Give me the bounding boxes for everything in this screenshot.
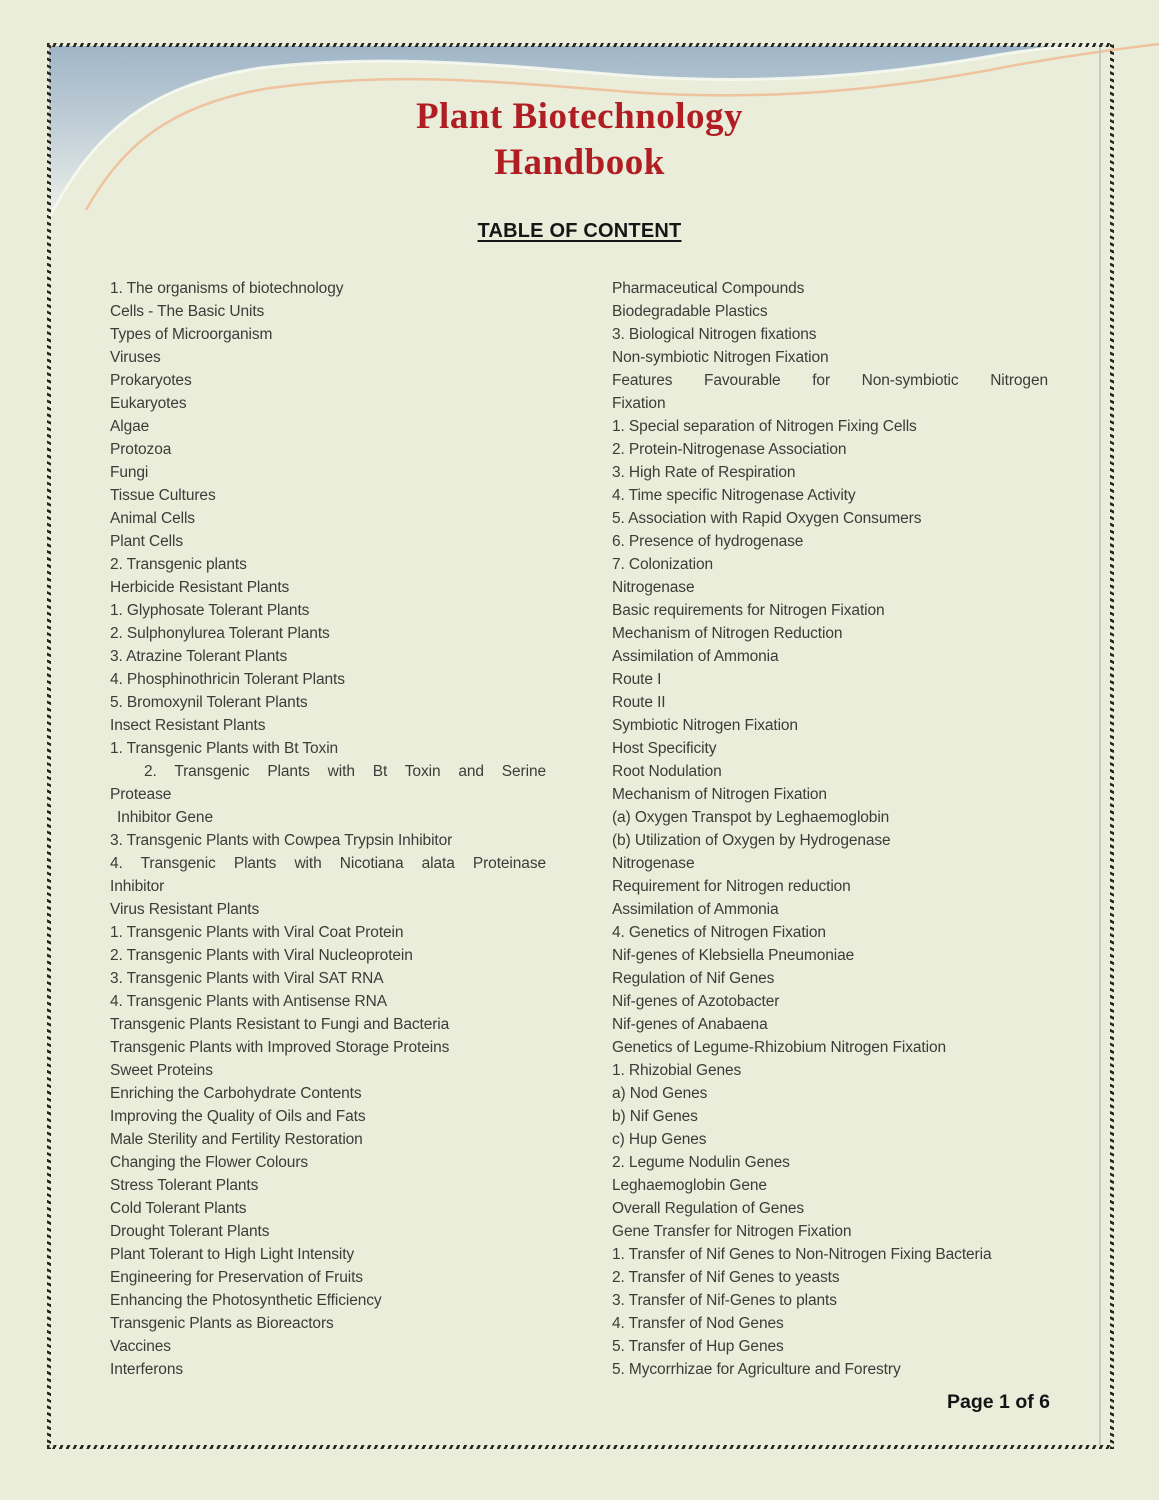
toc-entry: Nitrogenase (612, 855, 695, 872)
toc-entry: 2. Transfer of Nif Genes to yeasts (612, 1269, 840, 1286)
toc-entry: Nitrogenase (612, 579, 695, 596)
toc-entry: 3. Transfer of Nif-Genes to plants (612, 1292, 837, 1309)
toc-entry: Nif-genes of Anabaena (612, 1016, 768, 1033)
toc-entry: Transgenic Plants Resistant to Fungi and Bacteria (110, 1016, 450, 1033)
toc-column-left (110, 277, 546, 1381)
toc-entry: 1. Special separation of Nitrogen Fixing Cells (612, 418, 917, 435)
page-border-top (47, 43, 1114, 47)
toc-entry: Overall Regulation of Genes (612, 1200, 805, 1217)
toc-entry: Nif-genes of Azotobacter (612, 993, 780, 1010)
toc-entry: 1. Transfer of Nif Genes to Non-Nitrogen Fixing Bacteria (612, 1246, 992, 1263)
toc-entry: Plant Tolerant to High Light Intensity (110, 1246, 355, 1263)
toc-entry: Route II (612, 694, 666, 711)
toc-entry: 3. Transgenic Plants with Cowpea Trypsin Inhibitor (110, 832, 453, 849)
toc-entry: Features Favourable for Non-symbiotic Nitrogen (612, 372, 1048, 389)
page-border-right (1110, 43, 1114, 1449)
toc-entry: Leghaemoglobin Gene (612, 1177, 767, 1194)
toc-entry: 4. Transgenic Plants with Antisense RNA (110, 993, 387, 1010)
page-border-left (47, 43, 51, 1449)
toc-entry: Types of Microorganism (110, 326, 273, 343)
toc-entry: Biodegradable Plastics (612, 303, 768, 320)
toc-entry: 5. Transfer of Hup Genes (612, 1338, 784, 1355)
toc-entry: 3. High Rate of Respiration (612, 464, 796, 481)
toc-entry: (b) Utilization of Oxygen by Hydrogenase (612, 832, 891, 849)
toc-entry: Assimilation of Ammonia (612, 901, 779, 918)
toc-entry: Requirement for Nitrogen reduction (612, 878, 851, 895)
toc-entry: Protozoa (110, 441, 172, 458)
toc-entry: Assimilation of Ammonia (612, 648, 779, 665)
toc-entry: Tissue Cultures (110, 487, 216, 504)
toc-entry: b) Nif Genes (612, 1108, 698, 1125)
page-title-line2: Handbook (494, 142, 665, 183)
toc-entry: 5. Mycorrhizae for Agriculture and Forestry (612, 1361, 901, 1378)
toc-entry: Genetics of Legume-Rhizobium Nitrogen Fixation (612, 1039, 946, 1056)
toc-entry: Basic requirements for Nitrogen Fixation (612, 602, 885, 619)
toc-entry: 2. Transgenic Plants with Bt Toxin and Serine (144, 763, 546, 780)
toc-entry: Enhancing the Photosynthetic Efficiency (110, 1292, 382, 1309)
toc-entry: 2. Protein-Nitrogenase Association (612, 441, 847, 458)
toc-entry: 3. Biological Nitrogen fixations (612, 326, 817, 343)
toc-entry: Inhibitor (110, 878, 165, 895)
toc-heading: TABLE OF CONTENT (477, 220, 682, 242)
page-title (0, 94, 1159, 186)
toc-entry: Nif-genes of Klebsiella Pneumoniae (612, 947, 855, 964)
toc-entry: 7. Colonization (612, 556, 714, 573)
toc-entry: 5. Bromoxynil Tolerant Plants (110, 694, 308, 711)
toc-entry: a) Nod Genes (612, 1085, 708, 1102)
toc-entry: Host Specificity (612, 740, 717, 757)
toc-entry: Mechanism of Nitrogen Reduction (612, 625, 843, 642)
toc-entry: Engineering for Preservation of Fruits (110, 1269, 363, 1286)
toc-entry: 2. Sulphonylurea Tolerant Plants (110, 625, 330, 642)
toc-entry: 4. Time specific Nitrogenase Activity (612, 487, 856, 504)
toc-entry: Viruses (110, 349, 161, 366)
toc-entry: 1. Transgenic Plants with Bt Toxin (110, 740, 339, 757)
toc-entry: Vaccines (110, 1338, 171, 1355)
toc-entry: 4. Transgenic Plants with Nicotiana alata Proteinase (110, 855, 546, 872)
toc-entry: Stress Tolerant Plants (110, 1177, 259, 1194)
toc-entry: 6. Presence of hydrogenase (612, 533, 804, 550)
toc-entry: Drought Tolerant Plants (110, 1223, 270, 1240)
toc-columns (110, 277, 1048, 1381)
toc-entry: Mechanism of Nitrogen Fixation (612, 786, 827, 803)
toc-entry: 4. Phosphinothricin Tolerant Plants (110, 671, 345, 688)
toc-entry: Regulation of Nif Genes (612, 970, 775, 987)
toc-entry: Transgenic Plants as Bioreactors (110, 1315, 334, 1332)
toc-entry: 2. Transgenic plants (110, 556, 247, 573)
toc-entry: Protease (110, 786, 172, 803)
toc-entry: Cells - The Basic Units (110, 303, 265, 320)
toc-entry: Root Nodulation (612, 763, 722, 780)
toc-entry: 5. Association with Rapid Oxygen Consumers (612, 510, 922, 527)
toc-entry: Eukaryotes (110, 395, 187, 412)
toc-entry: Enriching the Carbohydrate Contents (110, 1085, 362, 1102)
toc-entry: Insect Resistant Plants (110, 717, 266, 734)
page-title-line1: Plant Biotechnology (415, 96, 744, 137)
toc-entry: Prokaryotes (110, 372, 192, 389)
toc-entry: Fungi (110, 464, 149, 481)
toc-entry: (a) Oxygen Transpot by Leghaemoglobin (612, 809, 890, 826)
toc-entry: 4. Genetics of Nitrogen Fixation (612, 924, 826, 941)
toc-entry: Transgenic Plants with Improved Storage Proteins (110, 1039, 450, 1056)
toc-entry: Inhibitor Gene (117, 809, 213, 826)
toc-entry: 2. Transgenic Plants with Viral Nucleoprotein (110, 947, 413, 964)
toc-entry: 1. Rhizobial Genes (612, 1062, 742, 1079)
toc-entry: Fixation (612, 395, 666, 412)
toc-entry: 4. Transfer of Nod Genes (612, 1315, 784, 1332)
toc-entry: Non-symbiotic Nitrogen Fixation (612, 349, 829, 366)
toc-entry: 1. The organisms of biotechnology (110, 280, 344, 297)
toc-entry: Sweet Proteins (110, 1062, 213, 1079)
toc-entry: 1. Glyphosate Tolerant Plants (110, 602, 310, 619)
page-number: Page 1 of 6 (947, 1391, 1050, 1413)
toc-entry: Herbicide Resistant Plants (110, 579, 290, 596)
toc-entry: Symbiotic Nitrogen Fixation (612, 717, 798, 734)
toc-entry: Changing the Flower Colours (110, 1154, 309, 1171)
toc-entry: Virus Resistant Plants (110, 901, 260, 918)
toc-entry: c) Hup Genes (612, 1131, 707, 1148)
toc-entry: Improving the Quality of Oils and Fats (110, 1108, 366, 1125)
toc-entry: 2. Legume Nodulin Genes (612, 1154, 790, 1171)
page-border-bottom (47, 1445, 1114, 1449)
toc-entry: Gene Transfer for Nitrogen Fixation (612, 1223, 852, 1240)
toc-entry: Cold Tolerant Plants (110, 1200, 247, 1217)
toc-entry: 3. Atrazine Tolerant Plants (110, 648, 288, 665)
toc-entry: Route I (612, 671, 662, 688)
page-edge-line (1099, 47, 1101, 1445)
toc-entry: Interferons (110, 1361, 183, 1378)
toc-entry: Pharmaceutical Compounds (612, 280, 805, 297)
toc-entry: Plant Cells (110, 533, 183, 550)
toc-entry: 1. Transgenic Plants with Viral Coat Protein (110, 924, 404, 941)
toc-entry: Male Sterility and Fertility Restoration (110, 1131, 363, 1148)
toc-entry: Animal Cells (110, 510, 195, 527)
toc-column-right (612, 277, 1048, 1381)
toc-entry: 3. Transgenic Plants with Viral SAT RNA (110, 970, 384, 987)
toc-entry: Algae (110, 418, 150, 435)
